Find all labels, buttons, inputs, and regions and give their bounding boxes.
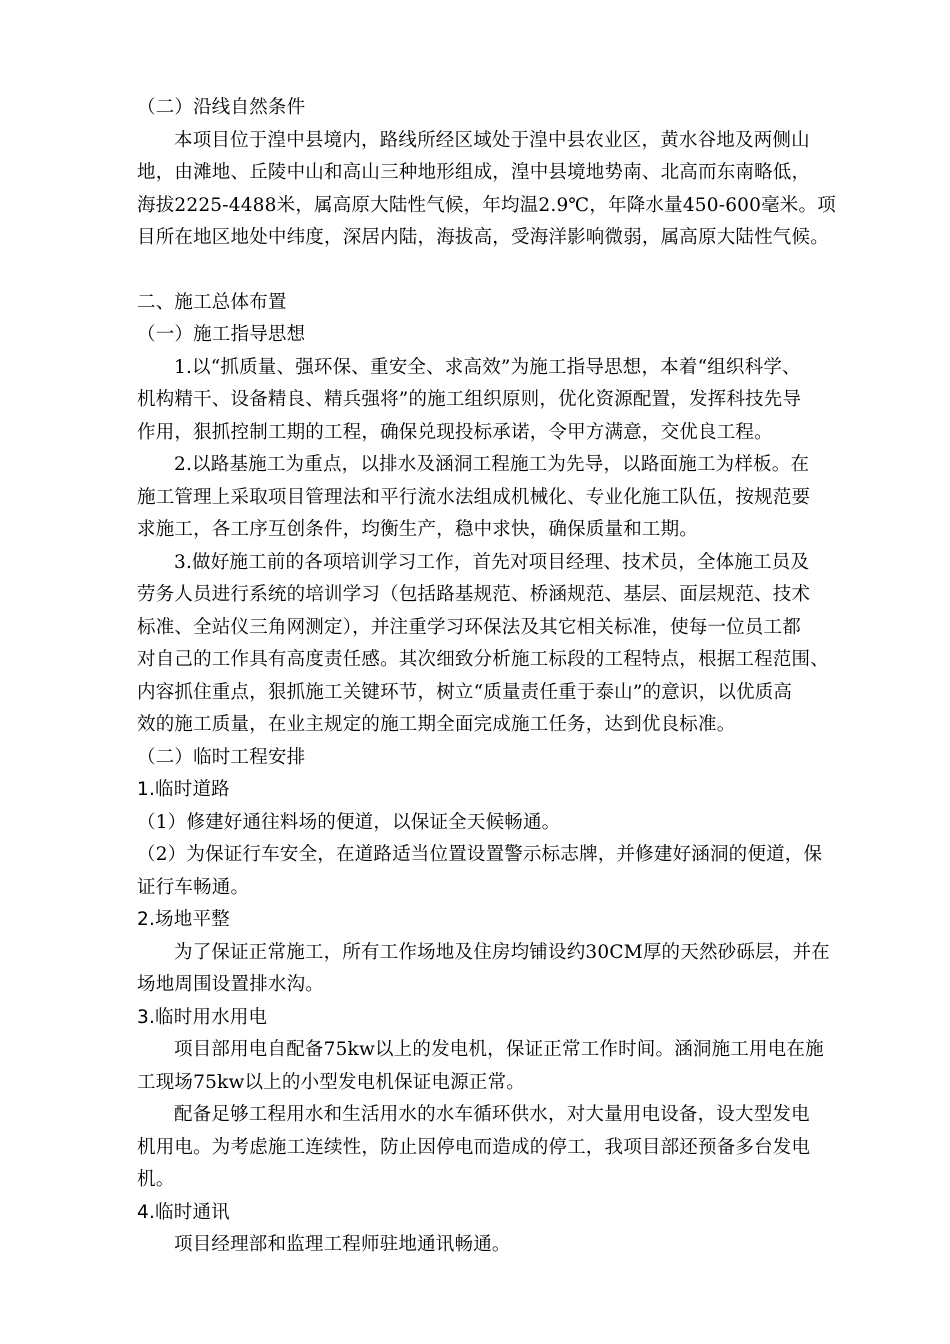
paragraph-water-power-2 xyxy=(137,1099,837,1197)
text-line: 配备足够工程用水和生活用水的水车循环供水，对大量用电设备，设大型发电 xyxy=(174,1104,810,1125)
text-line: 1.以“抓质量、强环保、重安全、求高效”为施工指导思想，本着“组织科学、 xyxy=(174,356,801,378)
text-line: 劳务人员进行系统的培训学习（包括路基规范、桥涵规范、基层、面层规范、技术 xyxy=(137,584,811,605)
paragraph-site-leveling xyxy=(137,937,837,1002)
text-line: 证行车畅通。 xyxy=(137,876,250,898)
paragraph-guiding-3 xyxy=(137,547,837,742)
text-line: 标准、全站仪三角网测定），并注重学习环保法及其它相关标准，使每一位员工都 xyxy=(137,616,801,638)
text-line: 本项目位于湟中县境内，路线所经区域处于湟中县农业区，黄水谷地及两侧山 xyxy=(174,129,810,151)
text-line: （2）为保证行车安全，在道路适当位置设置警示标志牌，并修建好涵洞的便道，保 xyxy=(137,844,823,865)
document-page xyxy=(137,92,837,1262)
section-heading-temporary-works: （二）临时工程安排 xyxy=(137,746,306,768)
paragraph-guiding-1 xyxy=(137,352,837,450)
text-line: 对自己的工作具有高度责任感。其次细致分析施工标段的工程特点，根据工程范围、 xyxy=(137,649,829,670)
chapter-heading-layout: 二、施工总体布置 xyxy=(137,291,287,313)
text-line: 为了保证正常施工，所有工作场地及住房均铺设约30CM厚的天然砂砾层，并在 xyxy=(174,941,830,963)
paragraph-natural-conditions xyxy=(137,125,837,255)
text-line: 海拔2225-4488米，属高原大陆性气候，年均温2.9℃，年降水量450-600毫米。项 xyxy=(137,194,836,216)
text-line: 地，由滩地、丘陵中山和高山三种地形组成，湟中县境地势南、北高而东南略低， xyxy=(137,162,811,183)
text-line: 场地周围设置排水沟。 xyxy=(137,974,325,995)
subheading-site-leveling: 2.场地平整 xyxy=(137,909,230,930)
paragraph-guiding-2 xyxy=(137,449,837,547)
text-line: 效的施工质量，在业主规定的施工期全面完成施工任务，达到优良标准。 xyxy=(137,714,736,735)
text-line: 施工管理上采取项目管理法和平行流水法组成机械化、专业化施工队伍，按规范要 xyxy=(137,486,811,508)
text-line: 3.做好施工前的各项培训学习工作，首先对项目经理、技术员，全体施工员及 xyxy=(174,551,810,573)
text-line: （1）修建好通往料场的便道，以保证全天候畅通。 xyxy=(137,811,561,833)
text-line: 2.以路基施工为重点，以排水及涵洞工程施工为先导，以路面施工为样板。在 xyxy=(174,454,810,475)
subheading-communication: 4.临时通讯 xyxy=(137,1201,230,1223)
text-line: 项目部用电自配备75kw以上的发电机，保证正常工作时间。涵洞施工用电在施 xyxy=(174,1039,824,1060)
text-line: 机。 xyxy=(137,1169,175,1190)
section-heading-natural-conditions: （二）沿线自然条件 xyxy=(137,97,306,118)
text-line: 求施工，各工序互创条件，均衡生产，稳中求快，确保质量和工期。 xyxy=(137,519,699,540)
text-line: 目所在地区地处中纬度，深居内陆，海拔高，受海洋影响微弱，属高原大陆性气候。 xyxy=(137,227,829,248)
text-line: 项目经理部和监理工程师驻地通讯畅通。 xyxy=(174,1234,511,1255)
paragraph-water-power-1 xyxy=(137,1034,837,1099)
paragraph-temporary-road-2 xyxy=(137,839,837,904)
text-line: 作用，狠抓控制工期的工程，确保兑现投标承诺，令甲方满意，交优良工程。 xyxy=(137,421,773,443)
subheading-water-power: 3.临时用水用电 xyxy=(137,1006,268,1028)
text-line: 工现场75kw以上的小型发电机保证电源正常。 xyxy=(137,1071,525,1093)
paragraph-gap xyxy=(137,255,837,287)
section-heading-guiding: （一）施工指导思想 xyxy=(137,324,306,345)
text-line: 内容抓住重点，狠抓施工关键环节，树立“质量责任重于泰山”的意识，以优质高 xyxy=(137,681,793,703)
text-line: 机构精干、设备精良、精兵强将”的施工组织原则，优化资源配置，发挥科技先导 xyxy=(137,389,802,410)
text-line: 机用电。为考虑施工连续性，防止因停电而造成的停工，我项目部还预备多台发电 xyxy=(137,1136,811,1158)
subheading-temporary-road: 1.临时道路 xyxy=(137,779,230,800)
